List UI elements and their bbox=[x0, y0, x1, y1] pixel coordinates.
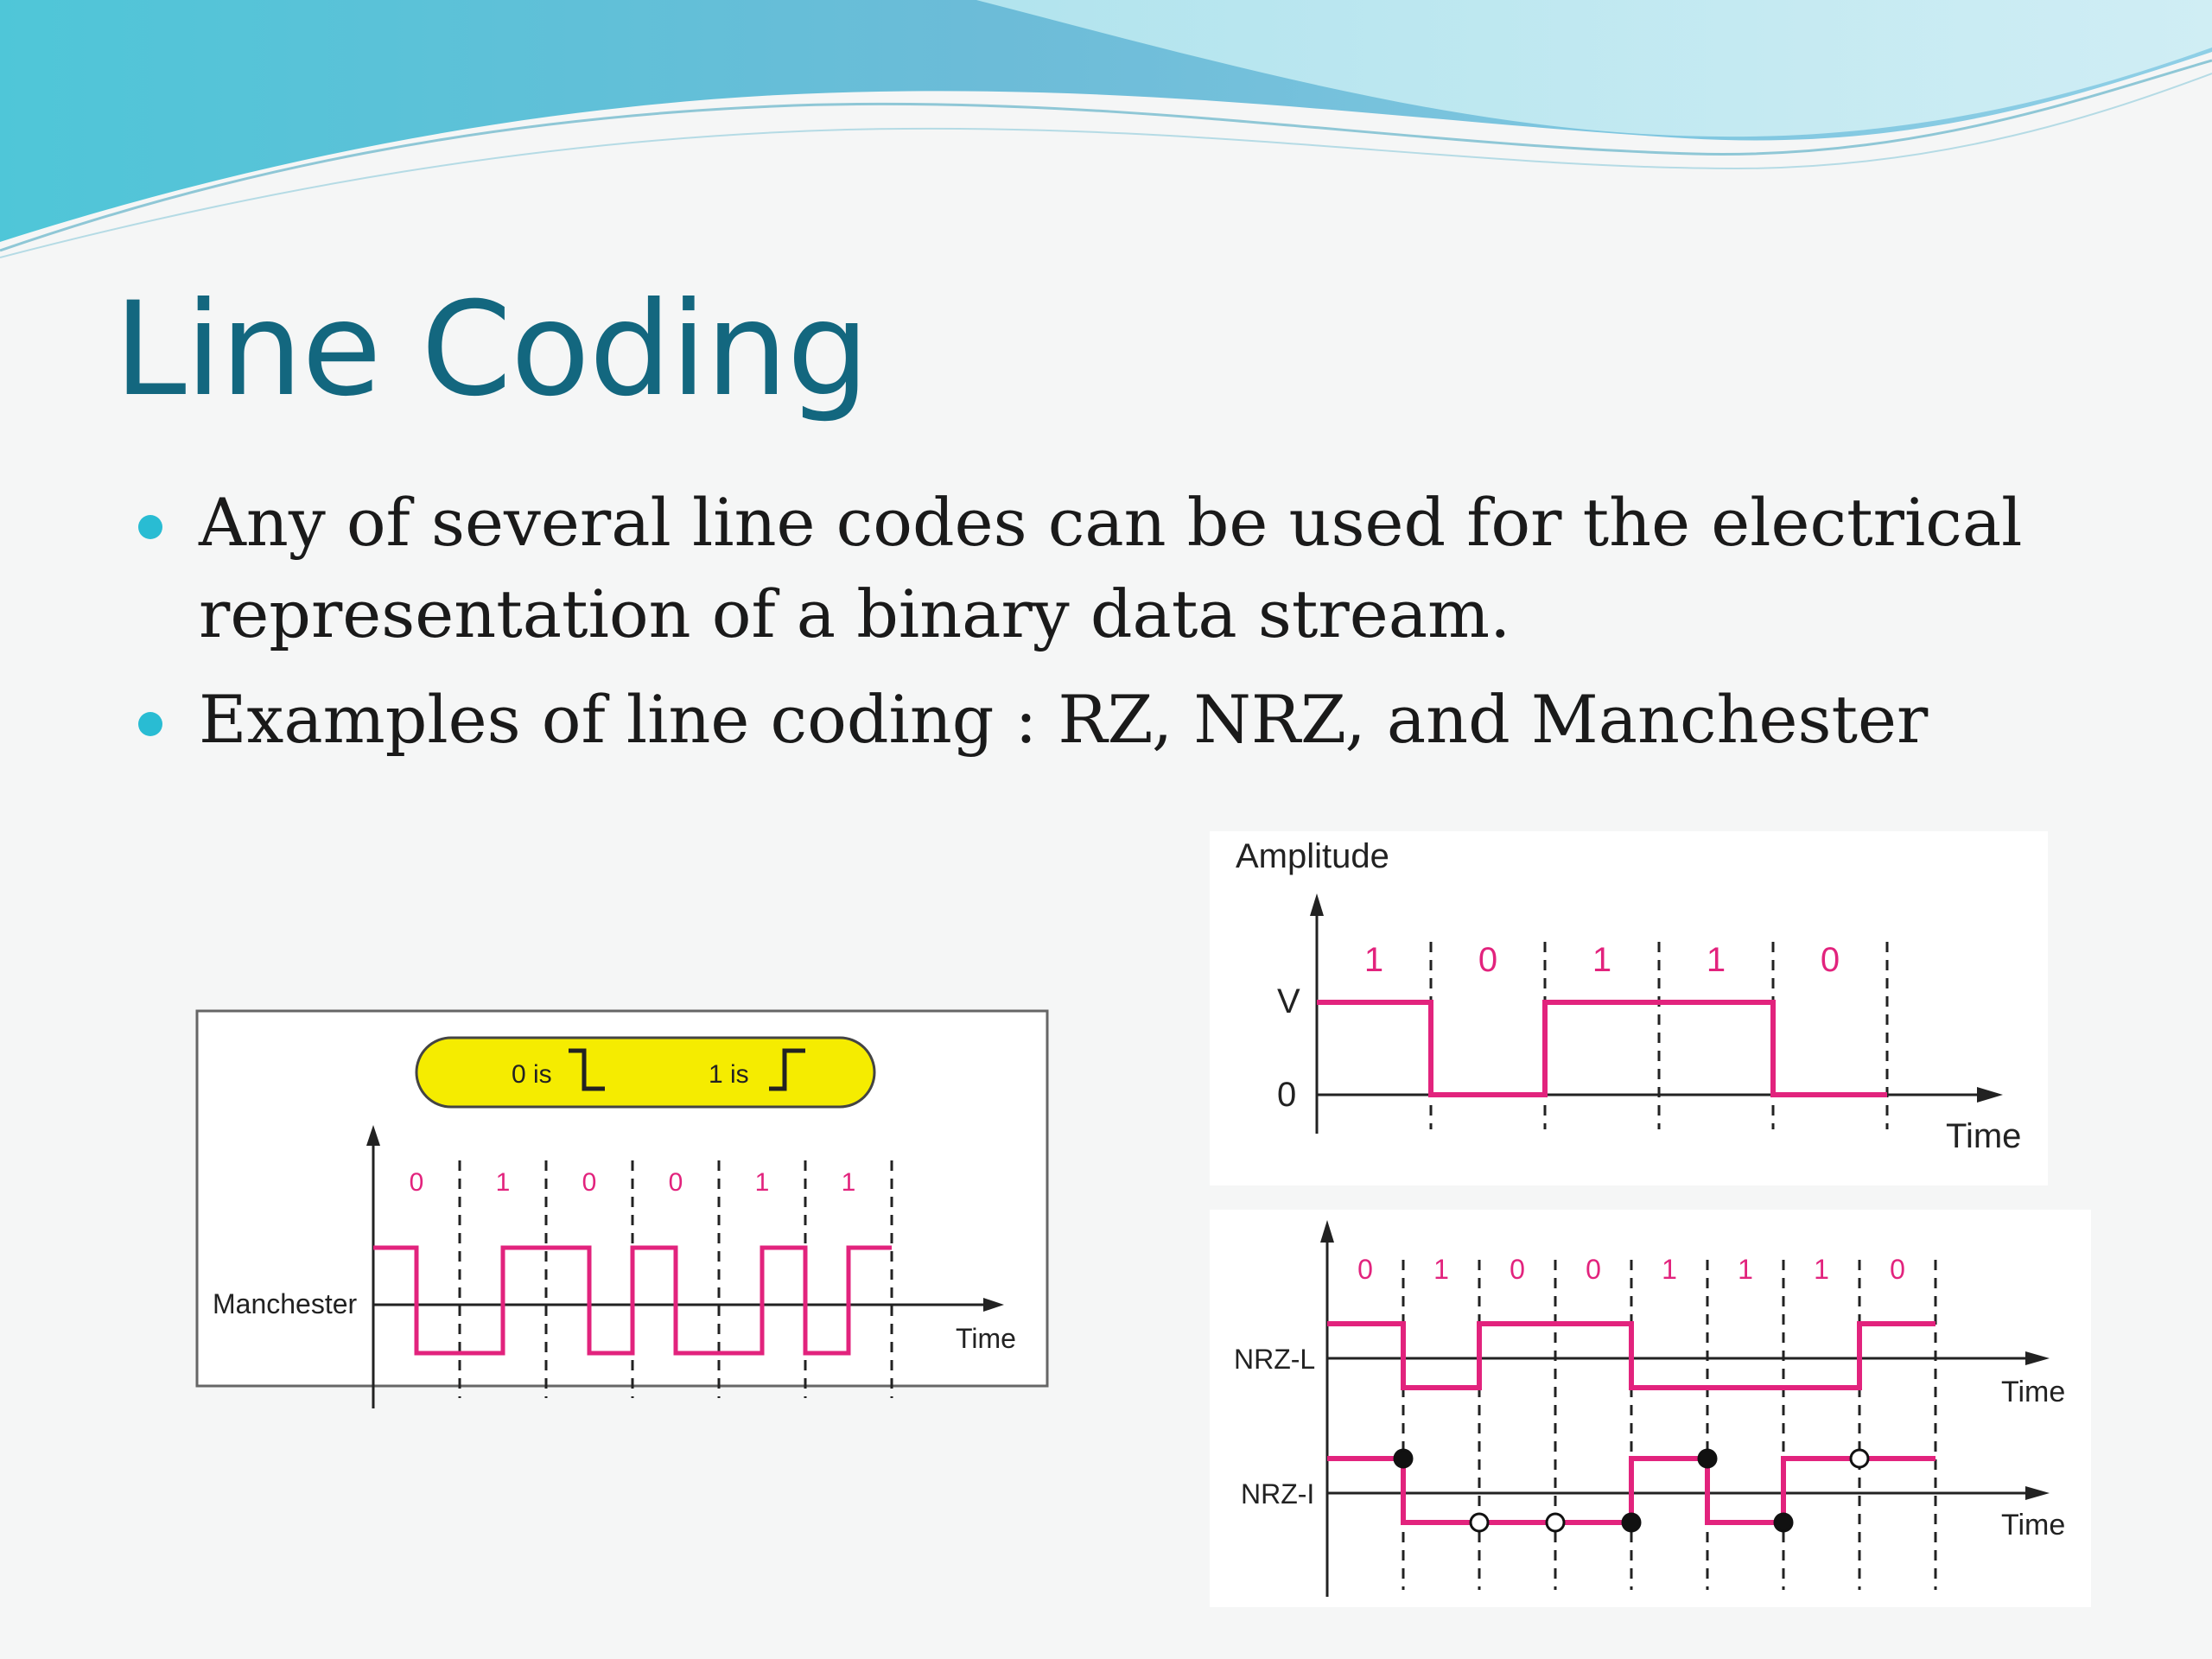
bit-label: 1 bbox=[1592, 941, 1612, 979]
level-zero-label: 0 bbox=[1277, 1076, 1297, 1114]
bit-label: 1 bbox=[1706, 941, 1726, 979]
bit-label: 0 bbox=[1586, 1254, 1601, 1285]
y-axis-label: Amplitude bbox=[1236, 837, 1389, 875]
signal-label-manchester: Manchester bbox=[213, 1288, 358, 1319]
legend-zero-label: 0 is bbox=[512, 1060, 552, 1089]
bit-label: 1 bbox=[495, 1168, 511, 1197]
level-high-label: V bbox=[1277, 982, 1300, 1020]
bit-label: 0 bbox=[582, 1168, 597, 1197]
bit-label: 0 bbox=[409, 1168, 424, 1197]
bit-label: 1 bbox=[1363, 941, 1384, 979]
bit-label: 0 bbox=[1510, 1254, 1525, 1285]
inversion-dot bbox=[1699, 1450, 1716, 1467]
bit-label: 1 bbox=[1738, 1254, 1753, 1285]
time-label: Time bbox=[1946, 1117, 2022, 1155]
no-inversion-dot bbox=[1547, 1514, 1564, 1531]
signal-label-nrzl: NRZ-L bbox=[1234, 1344, 1316, 1375]
bullet-item: Examples of line coding : RZ, NRZ, and Manchester bbox=[138, 674, 2091, 766]
figure-background bbox=[1210, 831, 2048, 1185]
bit-label: 1 bbox=[1662, 1254, 1677, 1285]
no-inversion-dot bbox=[1851, 1450, 1868, 1467]
bit-label: 0 bbox=[668, 1168, 683, 1197]
time-label: Time bbox=[956, 1323, 1016, 1354]
signal-label-nrzi: NRZ-I bbox=[1241, 1478, 1315, 1510]
time-label-nrzi: Time bbox=[2001, 1509, 2066, 1541]
bit-label: 1 bbox=[754, 1168, 770, 1197]
inversion-dot bbox=[1623, 1514, 1640, 1531]
bit-label: 0 bbox=[1820, 941, 1840, 979]
bullet-list bbox=[138, 477, 2091, 779]
bit-label: 0 bbox=[1357, 1254, 1373, 1285]
bit-label: 1 bbox=[1433, 1254, 1449, 1285]
inversion-dot bbox=[1775, 1514, 1792, 1531]
figure-background bbox=[1210, 1210, 2091, 1607]
inversion-dot bbox=[1395, 1450, 1412, 1467]
bit-label: 1 bbox=[841, 1168, 856, 1197]
bit-label: 0 bbox=[1478, 941, 1498, 979]
header-wave-decoration bbox=[0, 0, 2212, 259]
time-label-nrzl: Time bbox=[2001, 1376, 2066, 1408]
nrz-amplitude-figure bbox=[1210, 831, 2048, 1185]
bullet-item: Any of several line codes can be used for the electrical representation of a binary data stream. bbox=[138, 477, 2091, 660]
slide-title: Line Coding bbox=[114, 275, 868, 425]
bit-label: 1 bbox=[1814, 1254, 1829, 1285]
nrz-l-nrz-i-figure bbox=[1210, 1210, 2091, 1607]
no-inversion-dot bbox=[1471, 1514, 1488, 1531]
manchester-figure bbox=[195, 1009, 1051, 1408]
legend-capsule bbox=[416, 1038, 874, 1107]
legend-one-label: 1 is bbox=[709, 1060, 749, 1089]
bit-label: 0 bbox=[1890, 1254, 1905, 1285]
